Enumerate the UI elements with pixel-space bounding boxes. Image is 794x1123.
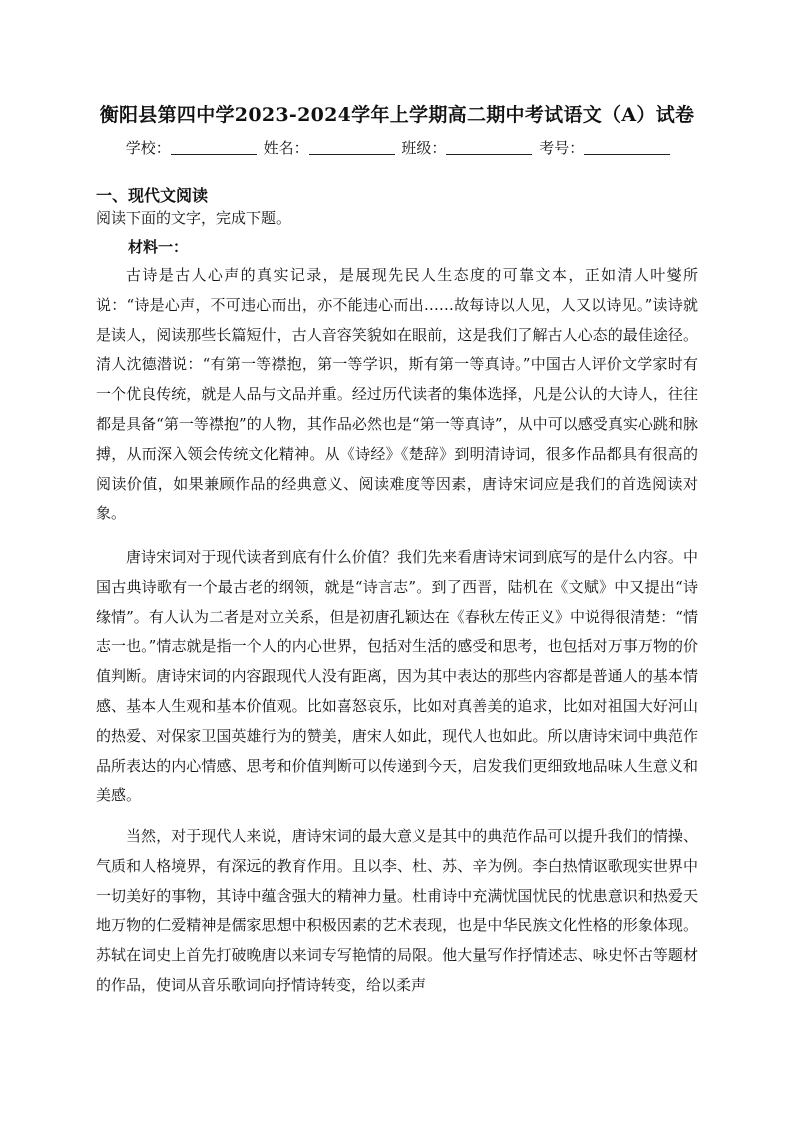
name-label: 姓名： [263,139,309,157]
material-label: 材料一： [128,238,189,256]
class-blank [446,139,532,155]
school-label: 学校： [125,139,171,157]
exam-number-label: 考号： [539,139,585,157]
exam-number-blank [584,139,670,155]
student-info-row [0,137,794,158]
paragraph-1: 古诗是古人心声的真实记录，是展现先民人生态度的可靠文本，正如清人叶燮所说：“诗是心声，不可违心而出，亦不能违心而出……故每诗以人见，人又以诗见。”读诗就是读人，阅读那些长篇短什，古人音容笑貌如在眼前，这是我们了解古人心态的最佳途径。清人沈德潜说：“有第一等襟抱，第一等学识，斯有第一等真诗。”中国古人评价文学家时有一个优良传统，就是人品与文品并重。经过历代读者的集体选择，凡是公认的大诗人，往往都是具备“第一等襟抱”的人物，其作品必然也是“第一等真诗”，从中可以感受真实心跳和脉搏，从而深入领会传统文化精神。从《诗经》《楚辞》到明清诗词，很多作品都具有很高的阅读价值，如果兼顾作品的经典意义、阅读难度等因素，唐诗宋词应是我们的首选阅读对象。 [96,266,698,523]
school-blank [171,139,257,155]
section-heading: 一、现代文阅读 [96,186,209,205]
exam-title: 衡阳县第四中学2023-2024学年上学期高二期中考试语文（A）试卷 [99,104,695,126]
name-blank [309,139,395,155]
paragraph-3: 当然，对于现代人来说，唐诗宋词的最大意义是其中的典范作品可以提升我们的情操、气质和人格境界，有深远的教育作用。且以李、杜、苏、辛为例。李白热情讴歌现实世界中一切美好的事物，其诗中蕴含强大的精神力量。杜甫诗中充满忧国忧民的忧患意识和热爱天地万物的仁爱精神是儒家思想中积极因素的艺术表现，也是中华民族文化性格的形象体现。苏轼在词史上首先打破晚唐以来词专写艳情的局限。他大量写作抒情述志、咏史怀古等题材的作品，使词从音乐歌词向抒情诗转变，给以柔声 [96,827,698,994]
class-label: 班级： [401,139,447,157]
reading-instruction: 阅读下面的文字，完成下题。 [96,209,292,227]
paragraph-2: 唐诗宋词对于现代读者到底有什么价值？我们先来看唐诗宋词到底写的是什么内容。中国古典诗歌有一个最古老的纲领，就是“诗言志”。到了西晋，陆机在《文赋》中又提出“诗缘情”。有人认为二者是对立关系，但是初唐孔颖达在《春秋左传正义》中说得很清楚：“情志一也。”情志就是指一个人的内心世界，包括对生活的感受和思考，也包括对万事万物的价值判断。唐诗宋词的内容跟现代人没有距离，因为其中表达的那些内容都是普通人的基本情感、基本人生观和基本价值观。比如喜怒哀乐，比如对真善美的追求，比如对祖国大好河山的热爱、对保家卫国英雄行为的赞美，唐宋人如此，现代人也如此。所以唐诗宋词中典范作品所表达的内心情感、思考和价值判断可以传递到今天，启发我们更细致地品味人生意义和美感。 [96,548,698,805]
